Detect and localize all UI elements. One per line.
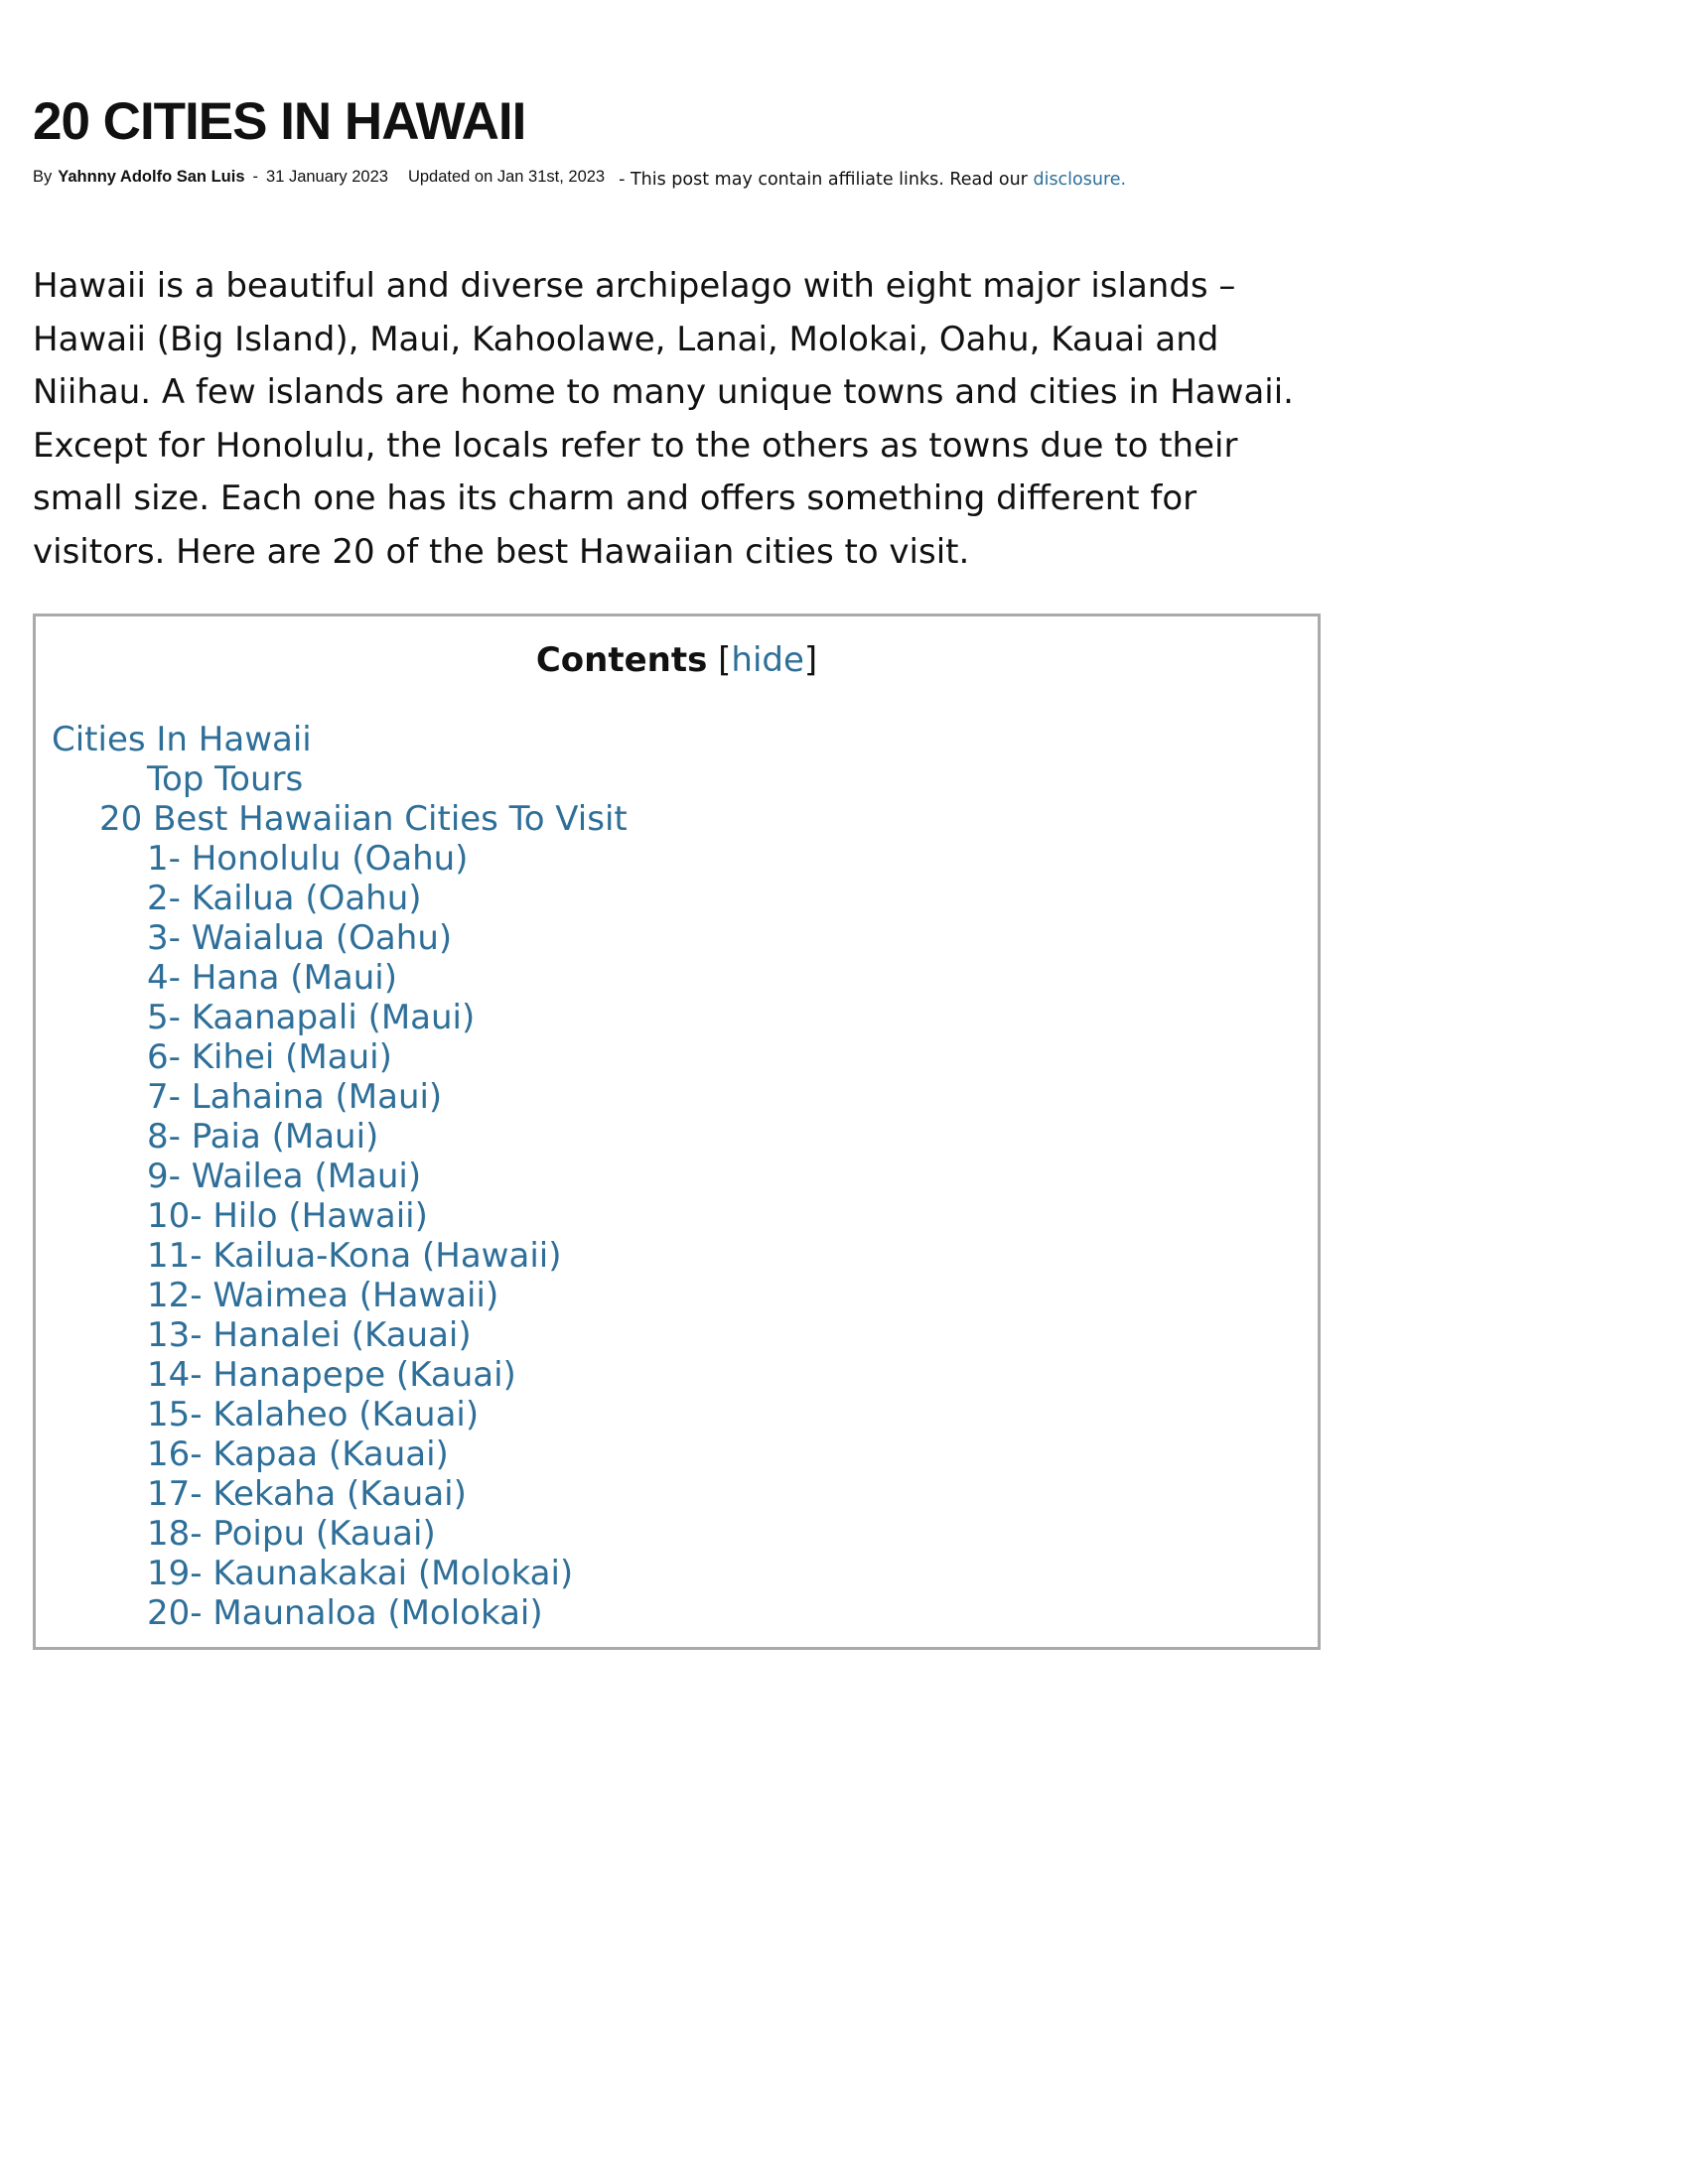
toc-item bbox=[52, 1037, 628, 1077]
toc-link[interactable]: 2- Kailua (Oahu) bbox=[147, 879, 422, 918]
toc-item bbox=[52, 998, 628, 1037]
toc-link[interactable]: 6- Kihei (Maui) bbox=[147, 1037, 392, 1077]
intro-paragraph bbox=[33, 260, 1324, 579]
toc-item bbox=[52, 759, 628, 799]
toc-item bbox=[52, 1077, 628, 1117]
intro-line: visitors. Here are 20 of the best Hawaiian cities to visit. bbox=[33, 531, 970, 572]
toc-bracket-close: ] bbox=[803, 640, 818, 680]
affiliate-notice bbox=[619, 170, 1126, 190]
toc-item bbox=[52, 1434, 628, 1474]
disclosure-link[interactable]: disclosure. bbox=[1033, 170, 1127, 190]
author-name: Yahnny Adolfo San Luis bbox=[58, 168, 245, 186]
toc-link[interactable]: 3- Waialua (Oahu) bbox=[147, 918, 453, 958]
toc-item bbox=[52, 958, 628, 998]
toc-item bbox=[52, 1355, 628, 1395]
toc-item bbox=[52, 1117, 628, 1157]
toc-link[interactable]: 9- Wailea (Maui) bbox=[147, 1157, 422, 1196]
toc-link[interactable]: 4- Hana (Maui) bbox=[147, 958, 397, 998]
toc-link[interactable]: 11- Kailua-Kona (Hawaii) bbox=[147, 1236, 562, 1276]
toc-item bbox=[52, 1196, 628, 1236]
toc-link[interactable]: 20- Maunaloa (Molokai) bbox=[147, 1593, 543, 1633]
toc-link[interactable]: 16- Kapaa (Kauai) bbox=[147, 1434, 449, 1474]
toc-item bbox=[52, 1157, 628, 1196]
publish-date: 31 January 2023 bbox=[266, 168, 388, 186]
toc-link[interactable]: 13- Hanalei (Kauai) bbox=[147, 1315, 472, 1355]
intro-line: Hawaii is a beautiful and diverse archipelago with eight major islands – bbox=[33, 266, 1236, 306]
toc-item bbox=[52, 1593, 628, 1633]
affiliate-notice-text: - This post may contain affiliate links. Read our bbox=[619, 170, 1028, 190]
toc-item bbox=[52, 1554, 628, 1593]
intro-line: Except for Honolulu, the locals refer to the others as towns due to their bbox=[33, 425, 1238, 466]
toc-item bbox=[52, 879, 628, 918]
updated-date: Updated on Jan 31st, 2023 bbox=[407, 168, 606, 186]
toc-link[interactable]: 5- Kaanapali (Maui) bbox=[147, 998, 476, 1037]
toc-item bbox=[52, 720, 628, 759]
toc-hide-link[interactable]: hide bbox=[731, 640, 804, 680]
toc-link[interactable]: 20 Best Hawaiian Cities To Visit bbox=[99, 799, 628, 839]
toc-item bbox=[52, 1395, 628, 1434]
meta-separator: - bbox=[252, 168, 259, 186]
toc-link[interactable]: 15- Kalaheo (Kauai) bbox=[147, 1395, 480, 1434]
toc-link[interactable]: 12- Waimea (Hawaii) bbox=[147, 1276, 499, 1315]
toc-link[interactable]: 1- Honolulu (Oahu) bbox=[147, 839, 469, 879]
toc-link[interactable]: 8- Paia (Maui) bbox=[147, 1117, 379, 1157]
toc-item bbox=[52, 1474, 628, 1514]
toc-link[interactable]: 14- Hanapepe (Kauai) bbox=[147, 1355, 516, 1395]
toc-header bbox=[36, 640, 1318, 680]
toc-item bbox=[52, 1276, 628, 1315]
toc-link[interactable]: 7- Lahaina (Maui) bbox=[147, 1077, 443, 1117]
toc-list bbox=[52, 720, 628, 1633]
toc-item bbox=[52, 839, 628, 879]
toc-link[interactable]: 19- Kaunakakai (Molokai) bbox=[147, 1554, 574, 1593]
toc-item bbox=[52, 1514, 628, 1554]
toc-item bbox=[52, 799, 628, 839]
intro-line: small size. Each one has its charm and offers something different for bbox=[33, 478, 1197, 518]
page-title: 20 CITIES IN HAWAII bbox=[33, 92, 526, 151]
intro-line: Hawaii (Big Island), Maui, Kahoolawe, Lanai, Molokai, Oahu, Kauai and bbox=[33, 319, 1219, 359]
toc-link[interactable]: 17- Kekaha (Kauai) bbox=[147, 1474, 467, 1514]
toc-link[interactable]: 18- Poipu (Kauai) bbox=[147, 1514, 436, 1554]
intro-line: Niihau. A few islands are home to many unique towns and cities in Hawaii. bbox=[33, 372, 1294, 412]
toc-link[interactable]: Top Tours bbox=[147, 759, 304, 799]
toc-item bbox=[52, 918, 628, 958]
article-meta bbox=[33, 167, 1127, 190]
toc-link[interactable]: Cities In Hawaii bbox=[52, 720, 312, 759]
table-of-contents bbox=[33, 614, 1321, 1650]
toc-item bbox=[52, 1315, 628, 1355]
toc-bracket-open: [ bbox=[718, 640, 732, 680]
toc-title: Contents bbox=[535, 640, 708, 680]
byline-prefix: By bbox=[33, 168, 53, 186]
toc-link[interactable]: 10- Hilo (Hawaii) bbox=[147, 1196, 428, 1236]
toc-item bbox=[52, 1236, 628, 1276]
